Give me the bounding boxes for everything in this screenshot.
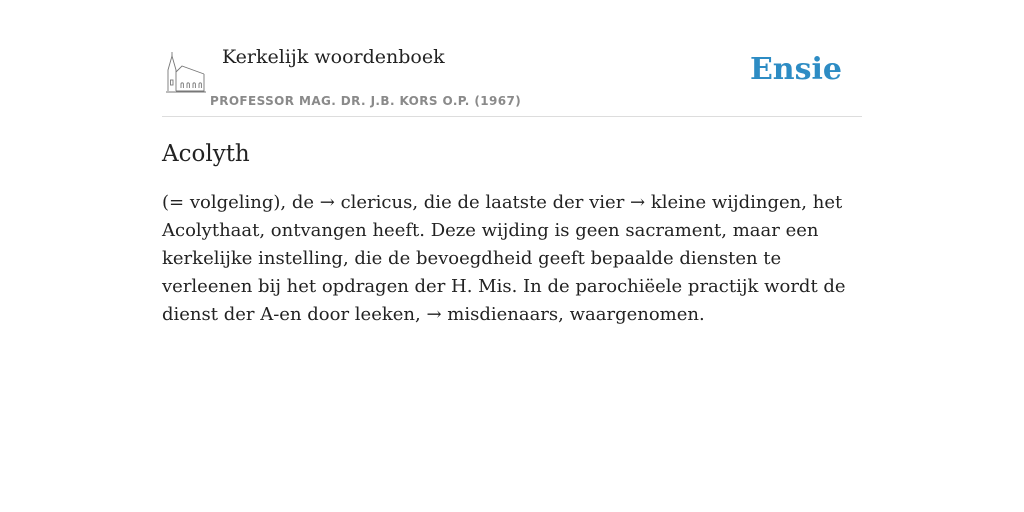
entry-title: Acolyth <box>162 141 250 167</box>
entry-text: , die de laatste der vier <box>412 192 631 213</box>
entry-body <box>162 189 862 329</box>
ensie-logo-link[interactable]: Ensie <box>749 52 842 87</box>
header <box>162 0 862 117</box>
entry-text: , het Acolythaat, ontvangen heeft. Deze wijding is geen sacrament, maar een kerkelijke instelling, die de bevoegdheid geeft bepaalde diensten te verleenen bij het opdragen der H. Mis. In de parochiëele practijk wordt de dienst der A-en door leeken, <box>162 192 846 325</box>
entry-text: (= volgeling), de <box>162 192 320 213</box>
xref-link-kleine-wijdingen[interactable]: → kleine wijdingen <box>630 192 802 213</box>
xref-link-misdienaars[interactable]: → misdienaars <box>426 304 559 325</box>
church-icon[interactable] <box>166 50 206 94</box>
entry-text: , waargenomen. <box>558 304 705 325</box>
book-author: PROFESSOR MAG. DR. J.B. KORS O.P. (1967) <box>210 94 522 108</box>
page <box>162 0 862 329</box>
book-title[interactable]: Kerkelijk woordenboek <box>222 46 445 68</box>
xref-link-clericus[interactable]: → clericus <box>319 192 413 213</box>
